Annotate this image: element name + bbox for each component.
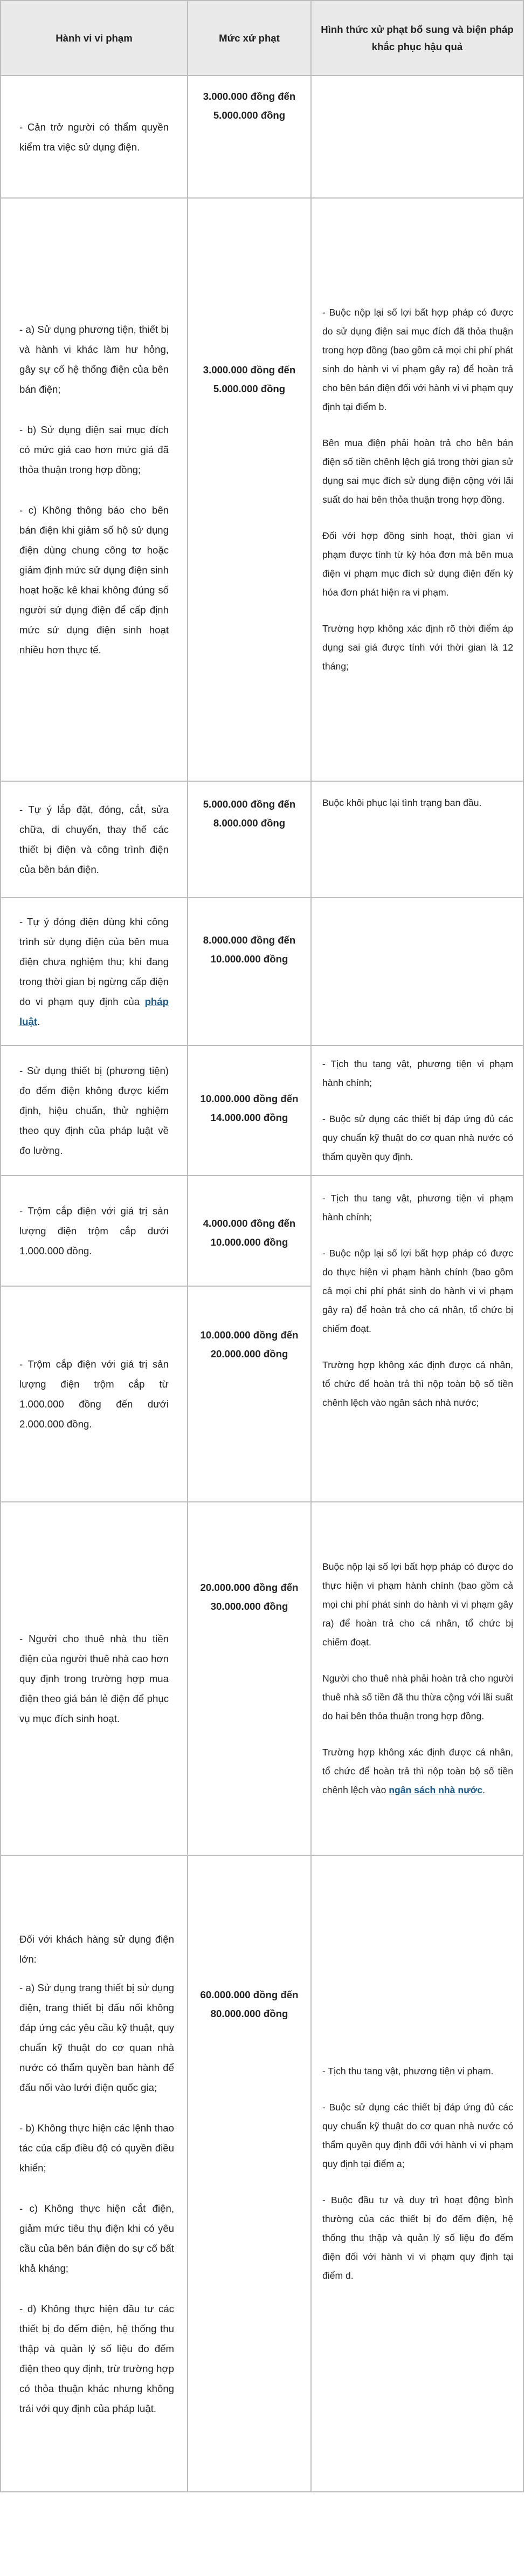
remedy-cell xyxy=(311,898,523,1046)
fine-cell: 10.000.000 đồng đến 20.000.000 đồng xyxy=(188,1286,311,1502)
header-violation: Hành vi vi phạm xyxy=(1,1,188,76)
remedy-text: Trường hợp không xác định được cá nhân, tổ chức để hoàn trả thì nộp toàn bộ số tiền chênh lệch vào ngân sách nhà nước; xyxy=(322,1359,513,1408)
fine-cell: 8.000.000 đồng đến 10.000.000 đồng xyxy=(188,898,311,1046)
table-row xyxy=(1,198,523,781)
fine-cell: 10.000.000 đồng đến 14.000.000 đồng xyxy=(188,1046,311,1176)
violation-text: - Sử dụng thiết bị (phương tiện) đo đếm điện không được kiểm định, hiệu chuẩn, thử nghiệm theo quy định của pháp luật về đo lường. xyxy=(19,1065,169,1156)
table-row xyxy=(1,898,523,1046)
remedy-text: - Tịch thu tang vật, phương tiện vi phạm. xyxy=(322,2066,494,2076)
remedy-cell xyxy=(311,1046,523,1176)
violation-cell xyxy=(1,781,188,898)
violation-text: - Trộm cắp điện với giá trị sản lượng điện trộm cắp dưới 1.000.000 đồng. xyxy=(19,1205,169,1256)
remedy-text: - Buộc sử dụng các thiết bị đáp ứng đủ các quy chuẩn kỹ thuật do cơ quan nhà nước có thẩm quyền quy định. xyxy=(322,1113,513,1162)
table-row xyxy=(1,1855,523,2492)
violation-text: - Người cho thuê nhà thu tiền điện của người thuê nhà cao hơn quy định trong trường hợp mua điện theo giá bán lẻ điện để phục vụ mục đích sinh hoạt. xyxy=(19,1633,169,1724)
fine-cell: 60.000.000 đồng đến 80.000.000 đồng xyxy=(188,1855,311,2492)
remedy-text: Trường hợp không xác định rõ thời điểm áp dụng sai giá được tính với thời gian là 12 tháng; xyxy=(322,623,513,672)
remedy-text: - Buộc đầu tư và duy trì hoạt động bình thường của các thiết bị đo đếm điện, hệ thống thu thập và quản lý số liệu đo đếm điện đối với hành vi vi phạm quy định tại điểm d. xyxy=(322,2195,513,2281)
phap-luat-link[interactable]: pháp luật xyxy=(19,996,169,1027)
remedy-text: Đối với hợp đồng sinh hoạt, thời gian vi phạm được tính từ kỳ hóa đơn mà bên mua điện vi phạm mục đích sử dụng điện đến kỳ hóa đơn phát hiện ra vi phạm. xyxy=(322,530,513,598)
table-row xyxy=(1,1502,523,1855)
remedy-text-tail: . xyxy=(482,1785,485,1795)
remedy-text: - Buộc sử dụng các thiết bị đáp ứng đủ các quy chuẩn kỹ thuật do cơ quan nhà nước có thẩm quyền quy định đối với hành vi vi phạm quy định tại điểm a; xyxy=(322,2102,513,2169)
remedy-text xyxy=(322,1743,513,1800)
fine-cell: 5.000.000 đồng đến 8.000.000 đồng xyxy=(188,781,311,898)
violation-cell xyxy=(1,76,188,198)
violation-text: - b) Sử dụng điện sai mục đích có mức giá cao hơn mức giá đã thỏa thuận trong hợp đồng; xyxy=(19,424,169,475)
remedy-cell xyxy=(311,76,523,198)
fine-cell: 3.000.000 đồng đến 5.000.000 đồng xyxy=(188,76,311,198)
header-fine: Mức xử phạt xyxy=(188,1,311,76)
table-row xyxy=(1,1046,523,1176)
remedy-cell xyxy=(311,198,523,781)
ngan-sach-nha-nuoc-link[interactable]: ngân sách nhà nước xyxy=(389,1785,483,1795)
violation-text: - c) Không thực hiện cắt điện, giảm mức tiêu thụ điện khi có yêu cầu của bên bán điện do sự cố bất khả kháng; xyxy=(19,2202,174,2274)
table-row xyxy=(1,1176,523,1286)
remedy-cell xyxy=(311,781,523,898)
violation-text: - Cản trở người có thẩm quyền kiểm tra việc sử dụng điện. xyxy=(19,121,169,153)
header-remedy: Hình thức xử phạt bổ sung và biện pháp khắc phục hậu quả xyxy=(311,1,523,76)
fine-cell: 20.000.000 đồng đến 30.000.000 đồng xyxy=(188,1502,311,1855)
violation-text: - d) Không thực hiện đầu tư các thiết bị đo đếm điện, hệ thống thu thập và quản lý số liệu đo đếm điện theo quy định, trừ trường hợp có thỏa thuận khác nhưng không trái với quy định của pháp luật. xyxy=(19,2302,174,2414)
violation-cell xyxy=(1,1286,188,1502)
violation-text: - Trộm cắp điện với giá trị sản lượng điện trộm cắp từ 1.000.000 đồng đến dưới 2.000.000 đồng. xyxy=(19,1358,169,1430)
fine-cell: 3.000.000 đồng đến 5.000.000 đồng xyxy=(188,198,311,781)
remedy-text: Người cho thuê nhà phải hoàn trả cho người thuê nhà số tiền đã thu thừa cộng với lãi suất do hai bên thỏa thuận trong hợp đồng. xyxy=(322,1673,513,1721)
violation-text: - Tự ý lắp đặt, đóng, cắt, sửa chữa, di chuyển, thay thế các thiết bị điện và công trình điện của bên bán điện. xyxy=(19,804,169,875)
violation-cell xyxy=(1,898,188,1046)
remedy-cell xyxy=(311,1855,523,2492)
violation-text: Đối với khách hàng sử dụng điện lớn: xyxy=(19,1933,174,1965)
remedy-text: - Buộc nộp lại số lợi bất hợp pháp có được do sử dụng điện sai mục đích đã thỏa thuận trong hợp đồng (bao gồm cả mọi chi phí phát sinh do hành vi vi phạm gây ra) để hoàn trả cho bên bán điện đối với hành vi vi phạm quy định tại điểm b. xyxy=(322,307,513,412)
table-header-row xyxy=(1,1,523,76)
violation-text-tail: . xyxy=(37,1016,40,1027)
remedy-text: - Buộc nộp lại số lợi bất hợp pháp có được do thực hiện vi phạm hành chính (bao gồm cả mọi chi phí phát sinh do hành vi vi phạm gây ra) để hoàn trả cho cá nhân, tổ chức bị chiếm đoạt. xyxy=(322,1248,513,1334)
remedy-text: Bên mua điện phải hoàn trả cho bên bán điện số tiền chênh lệch giá trong thời gian sử dụng sai mục đích sử dụng điện cộng với lãi suất do hai bên thỏa thuận trong hợp đồng. xyxy=(322,438,513,505)
violation-text: - b) Không thực hiện các lệnh thao tác của cấp điều độ có quyền điều khiển; xyxy=(19,2122,174,2174)
remedy-text: - Tịch thu tang vật, phương tiện vi phạm hành chính; xyxy=(322,1193,513,1222)
violation-cell xyxy=(1,1046,188,1176)
violation-text xyxy=(19,912,169,1031)
fine-cell: 4.000.000 đồng đến 10.000.000 đồng xyxy=(188,1176,311,1286)
remedy-cell xyxy=(311,1176,523,1502)
violation-text: - a) Sử dụng trang thiết bị sử dụng điện, trang thiết bị đấu nối không đáp ứng các yêu cầu kỹ thuật, quy chuẩn kỹ thuật do cơ quan nhà nước có thẩm quyền ban hành để đấu nối vào lưới điện quốc gia; xyxy=(19,1981,174,2093)
violation-text-part: - Tự ý đóng điện dùng khi công trình sử dụng điện của bên mua điện chưa nghiệm thu; khi đang trong thời gian bị ngừng cấp điện do vi phạm quy định của xyxy=(19,916,169,1007)
remedy-text: Buộc khôi phục lại tình trạng ban đầu. xyxy=(322,797,482,808)
violation-text: - c) Không thông báo cho bên bán điện khi giảm số hộ sử dụng điện dùng chung công tơ hoặc giảm định mức sử dụng điện sinh hoạt hoặc kê khai không đúng số người sử dụng điện để cấp định mức sử dụng điện sinh hoạt nhiều hơn thực tế. xyxy=(19,504,169,655)
remedy-text: - Tịch thu tang vật, phương tiện vi phạm hành chính; xyxy=(322,1058,513,1088)
remedy-cell xyxy=(311,1502,523,1855)
remedy-text-part: Trường hợp không xác định được cá nhân, tổ chức để hoàn trả thì nộp toàn bộ số tiền chênh lệch vào xyxy=(322,1747,513,1795)
violation-cell xyxy=(1,1502,188,1855)
violation-cell xyxy=(1,1176,188,1286)
violation-cell xyxy=(1,1855,188,2492)
table-row xyxy=(1,781,523,898)
violation-cell xyxy=(1,198,188,781)
remedy-text: Buộc nộp lại số lợi bất hợp pháp có được do thực hiện vi phạm hành chính (bao gồm cả mọi chi phí phát sinh do hành vi vi phạm gây ra) để hoàn trả cho cá nhân, tổ chức bị chiếm đoạt. xyxy=(322,1561,513,1648)
table-row xyxy=(1,76,523,198)
violation-text: - a) Sử dụng phương tiện, thiết bị và hành vi khác làm hư hỏng, gây sự cố hệ thống điện của bên bán điện; xyxy=(19,324,169,395)
